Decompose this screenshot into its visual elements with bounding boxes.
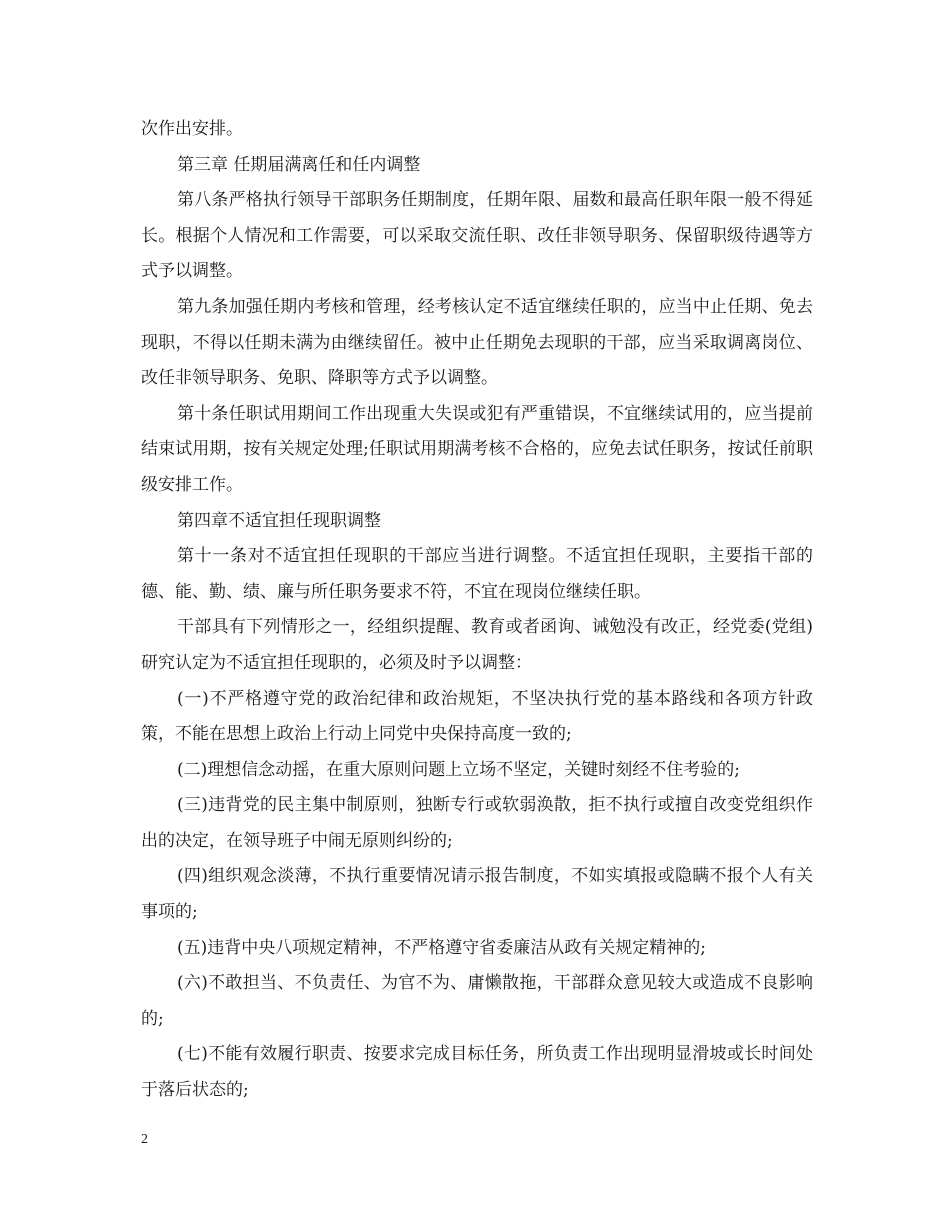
list-item-5: (五)违背中央八项规定精神，不严格遵守省委廉洁从政有关规定精神的; xyxy=(177,937,706,958)
page-number: 2 xyxy=(141,1132,148,1147)
article-8: 第八条严格执行领导干部职务任期制度，任期年限、届数和最高任职年限一般不得延长。根据个人情况和工作需要，可以采取交流任职、改任非领导职务、保留职级待遇等方式予以调整。 xyxy=(141,190,813,282)
article-10: 第十条任职试用期间工作出现重大失误或犯有严重错误，不宜继续试用的，应当提前结束试用期，按有关规定处理;任职试用期满考核不合格的，应免去试任职务，按试任前职级安排工作。 xyxy=(141,403,813,495)
paragraph-continuation: 次作出安排。 xyxy=(141,119,243,139)
document-body xyxy=(141,112,813,1109)
list-item-1: (一)不严格遵守党的政治纪律和政治规矩，不坚决执行党的基本路线和各项方针政策，不能在思想上政治上行动上同党中央保持高度一致的; xyxy=(141,688,813,745)
list-item-7: (七)不能有效履行职责、按要求完成目标任务，所负责工作出现明显滑坡或长时间处于落后状态的; xyxy=(141,1044,813,1101)
article-11: 第十一条对不适宜担任现职的干部应当进行调整。不适宜担任现职，主要指干部的德、能、勤、绩、廉与所任职务要求不符，不宜在现岗位继续任职。 xyxy=(141,546,813,602)
article-9: 第九条加强任期内考核和管理，经考核认定不适宜继续任职的，应当中止任期、免去现职，不得以任期未满为由继续留任。被中止任期免去现职的干部，应当采取调离岗位、改任非领导职务、免职、降职等方式予以调整。 xyxy=(141,296,813,389)
list-item-3: (三)违背党的民主集中制原则，独断专行或软弱涣散，拒不执行或擅自改变党组织作出的决定，在领导班子中闹无原则纠纷的; xyxy=(141,795,813,851)
paragraph-conditions-intro: 干部具有下列情形之一，经组织提醒、教育或者函询、诫勉没有改正，经党委(党组)研究认定为不适宜担任现职的，必须及时予以调整： xyxy=(141,617,813,673)
list-item-2: (二)理想信念动摇，在重大原则问题上立场不坚定，关键时刻经不住考验的; xyxy=(177,759,740,780)
chapter-heading-3: 第三章 任期届满离任和任内调整 xyxy=(177,154,421,175)
list-item-6: (六)不敢担当、不负责任、为官不为、庸懒散拖，干部群众意见较大或造成不良影响的; xyxy=(141,973,813,1029)
list-item-4: (四)组织观念淡薄，不执行重要情况请示报告制度，不如实填报或隐瞒不报个人有关事项的; xyxy=(141,866,813,923)
chapter-heading-4: 第四章不适宜担任现职调整 xyxy=(177,510,381,531)
